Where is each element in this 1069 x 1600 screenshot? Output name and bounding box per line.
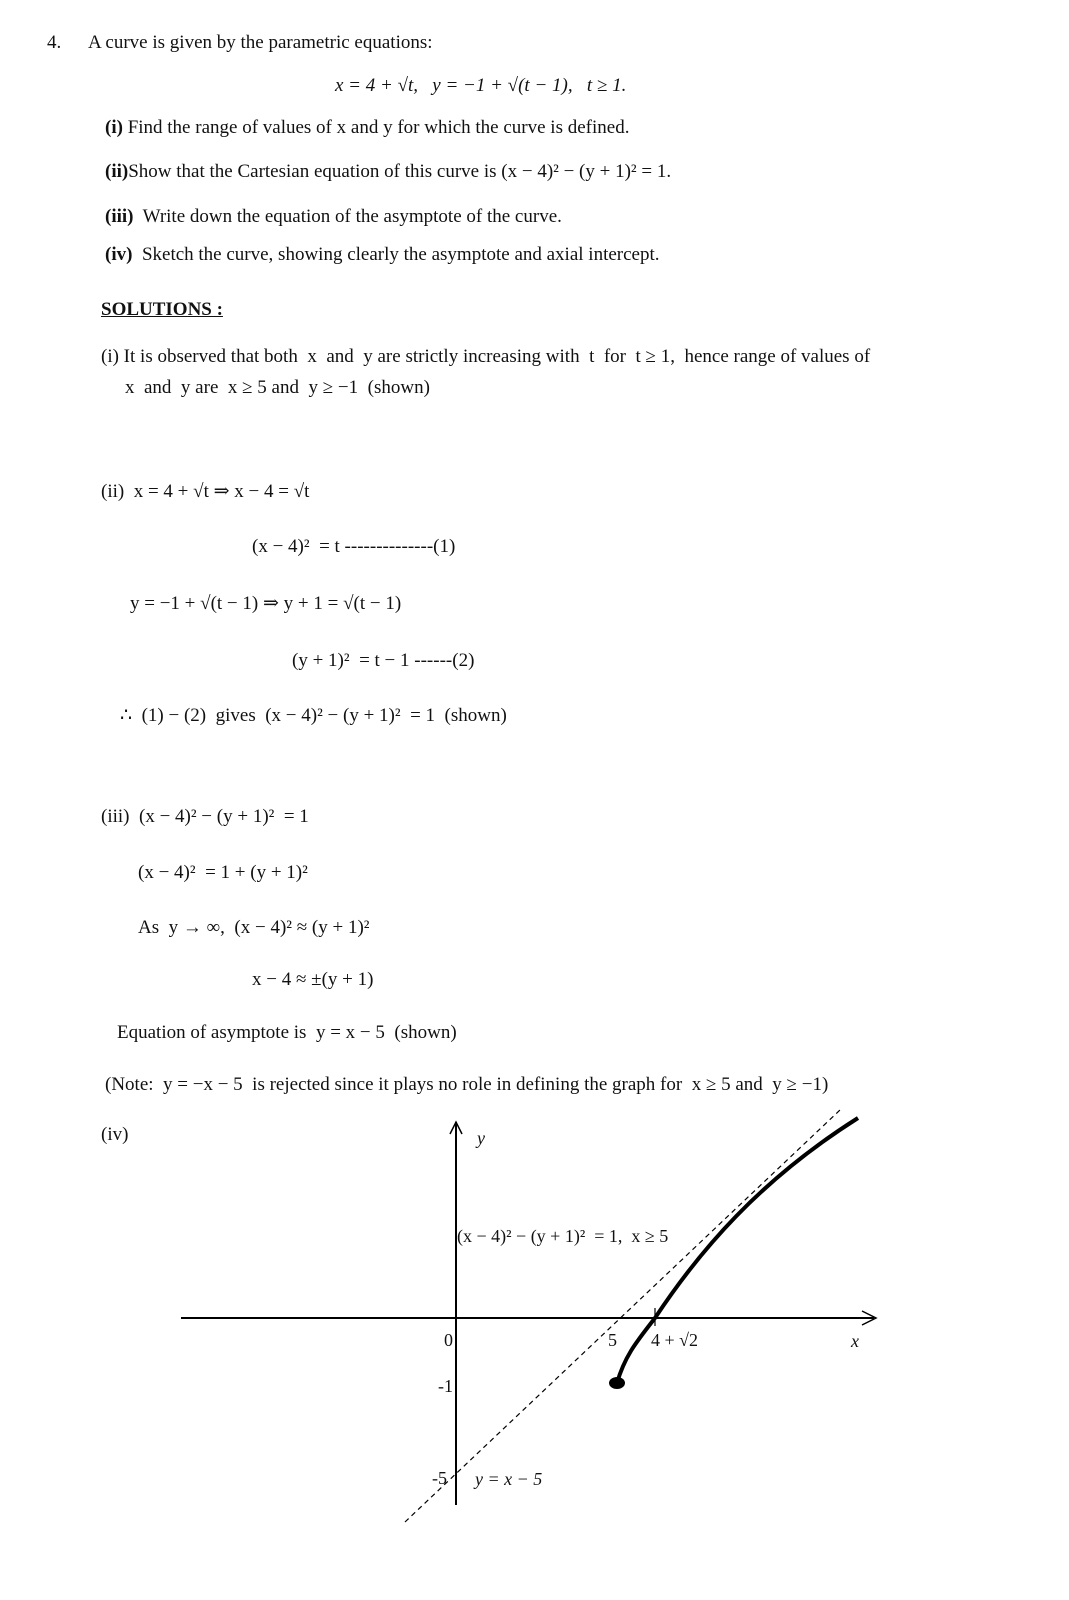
part-text: Find the range of values of x and y for which the curve is defined. bbox=[122, 117, 630, 138]
solution-ii-line5: ∴ (1) − (2) gives (x − 4)² − (y + 1)² = 1 (shown) bbox=[120, 705, 507, 726]
solution-ii-line3: y = −1 + √(t − 1) ⇒ y + 1 = √(t − 1) bbox=[130, 593, 402, 614]
solution-ii-line4: (y + 1)² = t − 1 ------(2) bbox=[292, 650, 475, 671]
x-intercept-label: 4 + √2 bbox=[651, 1330, 699, 1350]
part-text: Sketch the curve, showing clearly the asymptote and axial intercept. bbox=[132, 244, 660, 265]
asymptote-line bbox=[405, 1110, 840, 1522]
solution-iii-line1: (iii) (x − 4)² − (y + 1)² = 1 bbox=[101, 806, 309, 827]
solution-iv-label: (iv) bbox=[101, 1124, 129, 1145]
solution-iii-line2: (x − 4)² = 1 + (y + 1)² bbox=[138, 862, 308, 883]
part-text: Write down the equation of the asymptote of the curve. bbox=[133, 206, 562, 227]
asymptote-label: y = x − 5 bbox=[475, 1469, 543, 1489]
origin-label: 0 bbox=[444, 1330, 453, 1350]
x-tick-5: 5 bbox=[608, 1330, 617, 1350]
part-label: (iii) bbox=[105, 206, 134, 227]
y-axis-label: y bbox=[477, 1128, 485, 1148]
solution-ii-line1: (ii) x = 4 + √t ⇒ x − 4 = √t bbox=[101, 481, 310, 502]
solution-i-line2: x and y are x ≥ 5 and y ≥ −1 (shown) bbox=[125, 377, 430, 398]
curve-equation-label: (x − 4)² − (y + 1)² = 1, x ≥ 5 bbox=[457, 1226, 669, 1246]
asymptote-equation: Equation of asymptote is y = x − 5 (shown) bbox=[117, 1022, 457, 1043]
solution-iii-line3: As y → ∞, (x − 4)² ≈ (y + 1)² bbox=[138, 917, 370, 938]
part-label: (ii) bbox=[105, 161, 129, 182]
x-axis-label: x bbox=[851, 1331, 859, 1351]
solution-ii-line2: (x − 4)² = t --------------(1) bbox=[252, 536, 456, 557]
part-text: Show that the Cartesian equation of this curve is (x − 4)² − (y + 1)² = 1. bbox=[128, 161, 672, 182]
y-tick-minus1: -1 bbox=[438, 1376, 453, 1396]
solution-i-line1: (i) It is observed that both x and y are strictly increasing with t for t ≥ 1, hence range of values of bbox=[101, 346, 871, 367]
question-intro: A curve is given by the parametric equations: bbox=[88, 32, 433, 53]
parametric-equations: x = 4 + √t, y = −1 + √(t − 1), t ≥ 1. bbox=[335, 75, 627, 96]
part-label: (i) bbox=[105, 117, 123, 138]
endpoint-dot bbox=[609, 1377, 625, 1389]
solution-iii-line4: x − 4 ≈ ±(y + 1) bbox=[252, 969, 374, 990]
y-tick-minus5: -5 bbox=[432, 1468, 447, 1488]
solutions-heading: SOLUTIONS : bbox=[101, 299, 223, 320]
asymptote-note: (Note: y = −x − 5 is rejected since it plays no role in defining the graph for x ≥ 5 and y ≥ −1) bbox=[105, 1074, 829, 1095]
part-label: (iv) bbox=[105, 244, 133, 265]
question-number: 4. bbox=[47, 32, 62, 53]
